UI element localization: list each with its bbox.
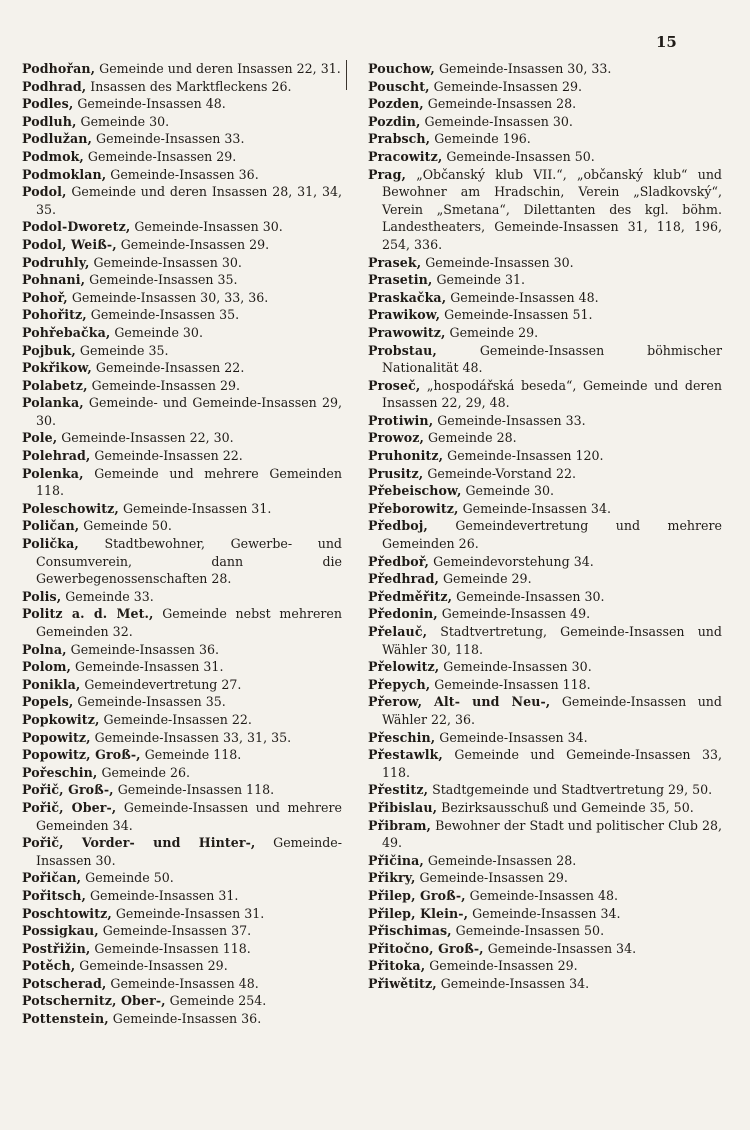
index-entry (368, 940, 722, 958)
entry-text: Bezirksausschuß und Gemeinde 35, 50. (441, 799, 694, 815)
index-entry (368, 693, 722, 728)
entry-place-name: Prabsch, (368, 131, 431, 147)
entry-text: Gemeinde und Gemeinde-Insassen 33, 118. (382, 747, 722, 780)
entry-text: Gemeinde-Insassen 22. (95, 360, 245, 376)
index-entry (22, 992, 342, 1010)
entry-text: Gemeinde-Insassen 120. (447, 448, 604, 464)
index-entry (368, 465, 722, 483)
entry-text: Gemeinde-Vorstand 22. (427, 465, 576, 481)
index-entry (22, 289, 342, 307)
entry-place-name: Přestawlk, (368, 747, 443, 763)
entry-text: Gemeinde-Insassen 28. (427, 96, 577, 112)
entry-place-name: Potscherad, (22, 975, 107, 991)
index-entry (22, 764, 342, 782)
index-entry (368, 570, 722, 588)
entry-place-name: Pruhonitz, (368, 448, 444, 464)
entry-text: Gemeinde und deren Insassen 28, 31, 34, 35. (36, 184, 342, 217)
entry-text: Gemeinde-Insassen 29. (91, 377, 240, 393)
entry-place-name: Pouchow, (368, 61, 435, 76)
entry-place-name: Polanka, (22, 395, 84, 411)
index-entry (368, 254, 722, 272)
entry-place-name: Pořeschin, (22, 764, 98, 780)
index-entry (368, 729, 722, 747)
entry-text: Gemeinde-Insassen 34. (440, 975, 590, 991)
entry-text: „hospodářská beseda“, Gemeinde und deren Insassen 22, 29, 48. (382, 377, 722, 411)
entry-text: Gemeinde-Insassen 35. (90, 307, 240, 323)
entry-text: Gemeinde 196. (434, 131, 531, 147)
index-entry (22, 887, 342, 905)
entry-place-name: Praskačka, (368, 289, 447, 305)
entry-text: Gemeinde-Insassen 48. (450, 289, 599, 305)
index-entry (22, 957, 342, 975)
entry-text: „Občanský klub VII.“, „občanský klub“ und Bewohner am Hradschin, Verein „Sladkovský“, Verein „Smetana“, Dilettanten des kgl. böhm. Landestheaters, Gemeinde-Insassen 31, 118, 196, 254, 336. (382, 166, 722, 252)
entry-place-name: Přischimas, (368, 923, 452, 939)
index-entry (368, 324, 722, 342)
entry-text: Bewohner der Stadt und politischer Club 28, 49. (382, 817, 722, 851)
entry-place-name: Pojbuk, (22, 342, 76, 358)
entry-place-name: Prawowitz, (368, 324, 446, 340)
index-entry (22, 78, 342, 96)
entry-place-name: Polabetz, (22, 377, 88, 393)
index-entry (368, 676, 722, 694)
index-entry (368, 852, 722, 870)
entry-text: Gemeinde-Insassen 29. (419, 870, 568, 886)
entry-text: Gemeinde-Insassen 30. (424, 113, 573, 129)
entry-text: Gemeinde nebst mehreren Gemeinden 32. (36, 606, 342, 639)
entry-place-name: Přepych, (368, 676, 431, 692)
entry-text: Gemeinde-Insassen 36. (70, 641, 220, 657)
entry-place-name: Pokřikow, (22, 360, 92, 376)
entry-place-name: Proseč, (368, 377, 421, 393)
entry-text: Gemeinde-Insassen 34. (487, 940, 637, 956)
entry-text: Gemeinde-Insassen 49. (441, 606, 591, 622)
entry-place-name: Přerow, Alt- und Neu-, (368, 694, 551, 710)
index-entry (368, 905, 722, 923)
entry-place-name: Podluh, (22, 113, 77, 129)
entry-place-name: Předboř, (368, 553, 430, 569)
entry-text: Gemeinde-Insassen 48. (110, 975, 259, 991)
index-entry (22, 60, 342, 78)
entry-text: Stadtbewohner, Gewerbe- und Consumverein, dann die Gewerbegenossenschaften 28. (36, 536, 342, 587)
entry-text: Gemeinde-Insassen 29. (79, 958, 228, 974)
entry-place-name: Pracowitz, (368, 148, 443, 164)
entry-place-name: Předměřitz, (368, 588, 453, 604)
index-entry (368, 130, 722, 148)
entry-text: Gemeinde-Insassen 29. (87, 148, 237, 164)
entry-text: Gemeinde-Insassen 36. (112, 1011, 262, 1027)
entry-place-name: Prasek, (368, 254, 422, 270)
index-entry (368, 658, 722, 676)
index-entry (368, 975, 722, 993)
entry-place-name: Pottenstein, (22, 1011, 109, 1027)
entry-text: Gemeinde-Insassen 30, 33, 36. (71, 289, 269, 305)
index-entry (368, 429, 722, 447)
index-entry (22, 693, 342, 711)
entry-text: Gemeinde-Insassen 51. (444, 307, 593, 323)
index-entry (22, 447, 342, 465)
index-entry (22, 535, 342, 588)
index-entry (22, 271, 342, 289)
index-entry (22, 359, 342, 377)
index-entry (368, 623, 722, 658)
column-rule (346, 60, 347, 90)
index-entry (368, 500, 722, 518)
index-entry (368, 289, 722, 307)
index-entry (368, 588, 722, 606)
index-entry (368, 781, 722, 799)
index-entry (22, 711, 342, 729)
entry-text: Gemeinde-Insassen 34. (472, 905, 621, 921)
entry-text: Gemeinde 50. (85, 870, 174, 886)
index-entry (22, 377, 342, 395)
index-entry (22, 588, 342, 606)
entry-place-name: Podmok, (22, 148, 84, 164)
index-entry (368, 746, 722, 781)
entry-text: Gemeinde-Insassen 118. (117, 782, 275, 798)
entry-text: Gemeinde 35. (79, 342, 169, 358)
entry-text: Gemeinde-Insassen 33. (437, 412, 586, 428)
entry-text: Gemeindevorstehung 34. (433, 553, 594, 569)
index-entry (368, 605, 722, 623)
index-entry (22, 95, 342, 113)
entry-place-name: Pohřebačka, (22, 324, 111, 340)
entry-place-name: Popels, (22, 694, 74, 710)
entry-place-name: Přeschin, (368, 729, 436, 745)
entry-place-name: Předonin, (368, 606, 438, 622)
entry-text: Gemeinde 50. (83, 518, 172, 534)
index-entry (22, 658, 342, 676)
entry-place-name: Předboj, (368, 518, 428, 534)
index-entry (22, 641, 342, 659)
entry-place-name: Pohořitz, (22, 307, 87, 323)
index-entry (22, 940, 342, 958)
entry-place-name: Podol, (22, 184, 67, 200)
index-column-right (368, 60, 722, 992)
entry-text: Gemeinde-Insassen 50. (455, 923, 605, 939)
entry-text: Gemeinde 254. (169, 993, 267, 1009)
entry-text: Gemeinde-Insassen 30. (456, 588, 605, 604)
entry-text: Gemeinde 26. (101, 764, 191, 780)
entry-text: Gemeinde-Insassen 37. (102, 923, 252, 939)
entry-place-name: Předhrad, (368, 571, 439, 587)
entry-text: Insassen des Marktfleckens 26. (90, 78, 292, 94)
entry-text: Gemeinde 118. (144, 747, 242, 763)
index-entry (368, 78, 722, 96)
index-entry (368, 113, 722, 131)
index-entry (22, 465, 342, 500)
index-entry (368, 922, 722, 940)
entry-place-name: Popowitz, Groß-, (22, 747, 141, 763)
index-entry (22, 500, 342, 518)
entry-place-name: Pouscht, (368, 78, 430, 94)
entry-place-name: Prawikow, (368, 307, 441, 323)
entry-place-name: Přeborowitz, (368, 500, 459, 516)
entry-place-name: Přelauč, (368, 624, 428, 639)
entry-text: Gemeinde-Insassen 33, 31, 35. (94, 729, 292, 745)
index-entry (22, 676, 342, 694)
entry-place-name: Prasetin, (368, 272, 433, 288)
index-entry (22, 306, 342, 324)
entry-place-name: Poličan, (22, 518, 80, 534)
entry-place-name: Podhořan, (22, 61, 96, 76)
entry-place-name: Pohoř, (22, 289, 68, 305)
entry-place-name: Poschtowitz, (22, 905, 112, 921)
entry-place-name: Ponikla, (22, 676, 81, 692)
index-entry (22, 254, 342, 272)
entry-place-name: Pole, (22, 430, 58, 446)
entry-place-name: Přestitz, (368, 782, 429, 798)
entry-place-name: Podles, (22, 96, 74, 112)
index-entry (22, 218, 342, 236)
entry-text: Gemeinde 30. (114, 324, 203, 340)
entry-text: Stadtgemeinde und Stadtvertretung 29, 50. (432, 782, 713, 798)
index-entry (22, 605, 342, 640)
entry-place-name: Přibram, (368, 817, 432, 833)
entry-text: Gemeinde-Insassen 118. (94, 940, 251, 956)
entry-place-name: Přitoka, (368, 958, 426, 974)
entry-place-name: Polna, (22, 641, 67, 657)
entry-place-name: Přebeischow, (368, 483, 462, 499)
index-entry (368, 166, 722, 254)
entry-place-name: Polenka, (22, 465, 84, 481)
index-entry (368, 957, 722, 975)
entry-place-name: Polička, (22, 536, 79, 552)
entry-text: Gemeinde-Insassen 35. (89, 272, 238, 288)
entry-place-name: Potěch, (22, 958, 76, 974)
entry-place-name: Přelowitz, (368, 659, 440, 675)
entry-place-name: Prusitz, (368, 465, 424, 481)
entry-place-name: Pořič, Groß-, (22, 782, 114, 798)
entry-place-name: Podlužan, (22, 131, 93, 147)
entry-place-name: Přikry, (368, 870, 416, 886)
index-entry (368, 60, 722, 78)
entry-text: Gemeindevertretung 27. (84, 676, 242, 692)
entry-place-name: Popkowitz, (22, 711, 100, 727)
index-entry (22, 113, 342, 131)
index-entry (22, 729, 342, 747)
index-entry (22, 148, 342, 166)
entry-text: Gemeinde-Insassen 34. (439, 729, 588, 745)
entry-place-name: Poleschowitz, (22, 500, 119, 516)
entry-text: Gemeinde 33. (65, 588, 154, 604)
entry-place-name: Přilep, Groß-, (368, 887, 466, 903)
entry-text: Gemeinde-Insassen 118. (434, 676, 591, 692)
entry-text: Gemeinde-Insassen 30. (443, 659, 592, 675)
entry-place-name: Podol, Weiß-, (22, 236, 117, 252)
entry-text: Stadtvertretung, Gemeinde-Insassen und Wähler 30, 118. (382, 624, 722, 657)
index-entry (368, 817, 722, 852)
entry-text: Gemeinde-Insassen 30, 33. (438, 61, 612, 76)
entry-place-name: Prowoz, (368, 430, 424, 446)
entry-place-name: Přiwětitz, (368, 975, 437, 991)
entry-text: Gemeinde-Insassen 31. (122, 500, 272, 516)
entry-place-name: Possigkau, (22, 923, 99, 939)
entry-text: Gemeinde 28. (428, 430, 517, 446)
entry-text: Gemeinde 31. (436, 272, 526, 288)
entry-text: Gemeinde-Insassen 50. (446, 148, 595, 164)
index-entry (22, 324, 342, 342)
entry-place-name: Politz a. d. Met., (22, 606, 154, 622)
entry-place-name: Polehrad, (22, 448, 91, 464)
index-entry (22, 342, 342, 360)
index-entry (22, 183, 342, 218)
entry-text: Gemeinde-Insassen 36. (110, 166, 259, 182)
index-entry (22, 905, 342, 923)
entry-text: Gemeinde-Insassen 34. (462, 500, 611, 516)
entry-text: Gemeinde-Insassen 22, 30. (61, 430, 234, 446)
entry-place-name: Pořič, Ober-, (22, 799, 117, 815)
index-entry (368, 447, 722, 465)
entry-text: Gemeinde 30. (80, 113, 170, 129)
index-entry (368, 517, 722, 552)
entry-text: Gemeinde-Insassen 30. (425, 254, 574, 270)
entry-text: Gemeinde und deren Insassen 22, 31. (99, 61, 341, 76)
entry-place-name: Přičina, (368, 852, 424, 868)
entry-place-name: Postřižin, (22, 940, 91, 956)
index-entry (368, 869, 722, 887)
entry-place-name: Přilep, Klein-, (368, 905, 469, 921)
entry-place-name: Polom, (22, 659, 72, 675)
entry-place-name: Prag, (368, 166, 406, 182)
entry-place-name: Pohnani, (22, 272, 86, 288)
index-entry (22, 781, 342, 799)
index-entry (22, 746, 342, 764)
entry-place-name: Probstau, (368, 342, 437, 358)
index-entry (368, 377, 722, 412)
entry-text: Gemeinde-Insassen 48. (469, 887, 619, 903)
entry-text: Gemeinde 29. (442, 571, 532, 587)
entry-text: Gemeinde-Insassen 22. (94, 448, 243, 464)
entry-place-name: Protiwin, (368, 412, 434, 428)
index-entry (22, 1010, 342, 1028)
index-entry (22, 834, 342, 869)
entry-place-name: Pozdin, (368, 113, 421, 129)
page-number: 15 (656, 33, 677, 51)
index-entry (22, 517, 342, 535)
entry-text: Gemeinde 30. (465, 483, 555, 499)
entry-place-name: Podruhly, (22, 254, 90, 270)
entry-place-name: Pořič, Vorder- und Hinter-, (22, 835, 256, 851)
entry-text: Gemeinde- und Gemeinde-Insassen 29, 30. (36, 395, 342, 428)
index-entry (22, 799, 342, 834)
entry-text: Gemeinde-Insassen und Wähler 22, 36. (382, 694, 722, 727)
entry-place-name: Popowitz, (22, 729, 91, 745)
entry-place-name: Přibislau, (368, 799, 438, 815)
entry-text: Gemeinde-Insassen 33. (96, 131, 245, 147)
entry-text: Gemeinde-Insassen 29. (429, 958, 578, 974)
entry-text: Gemeinde und mehrere Gemeinden 118. (36, 465, 342, 499)
index-entry (22, 975, 342, 993)
entry-text: Gemeinde-Insassen 28. (427, 852, 577, 868)
index-entry (22, 130, 342, 148)
entry-text: Gemeinde-Insassen 29. (433, 78, 583, 94)
entry-place-name: Polis, (22, 588, 62, 604)
entry-place-name: Potschernitz, Ober-, (22, 993, 166, 1009)
index-entry (368, 482, 722, 500)
entry-text: Gemeinde-Insassen 35. (77, 694, 226, 710)
entry-place-name: Podol-Dworetz, (22, 219, 131, 235)
index-entry (22, 394, 342, 429)
index-entry (368, 799, 722, 817)
entry-text: Gemeinde-Insassen 31. (75, 659, 224, 675)
entry-text: Gemeindevertretung und mehrere Gemeinden 26. (382, 518, 722, 552)
index-column-left (22, 60, 342, 1028)
entry-place-name: Podmoklan, (22, 166, 107, 182)
entry-text: Gemeinde-Insassen 22. (103, 711, 252, 727)
entry-text: Gemeinde-Insassen böhmischer Nationalität 48. (382, 342, 722, 376)
entry-text: Gemeinde-Insassen 31. (115, 905, 265, 921)
index-entry (22, 429, 342, 447)
entry-text: Gemeinde-Insassen 30. (134, 219, 283, 235)
entry-text: Gemeinde-Insassen 30. (36, 835, 342, 868)
entry-text: Gemeinde-Insassen 30. (93, 254, 242, 270)
index-entry (368, 887, 722, 905)
index-entry (368, 553, 722, 571)
index-entry (368, 95, 722, 113)
index-entry (22, 869, 342, 887)
index-entry (368, 342, 722, 377)
index-entry (22, 236, 342, 254)
entry-place-name: Podhrad, (22, 78, 87, 94)
index-entry (368, 271, 722, 289)
index-entry (368, 148, 722, 166)
index-entry (368, 306, 722, 324)
index-entry (368, 412, 722, 430)
entry-text: Gemeinde-Insassen und mehrere Gemeinden 34. (36, 799, 342, 833)
entry-text: Gemeinde-Insassen 48. (77, 96, 226, 112)
entry-text: Gemeinde 29. (449, 324, 539, 340)
entry-place-name: Pořičan, (22, 870, 82, 886)
entry-place-name: Pořitsch, (22, 887, 86, 903)
entry-text: Gemeinde-Insassen 31. (89, 887, 239, 903)
entry-place-name: Přitočno, Groß-, (368, 940, 484, 956)
entry-place-name: Pozden, (368, 96, 424, 112)
index-entry (22, 922, 342, 940)
entry-text: Gemeinde-Insassen 29. (120, 236, 270, 252)
index-entry (22, 166, 342, 184)
